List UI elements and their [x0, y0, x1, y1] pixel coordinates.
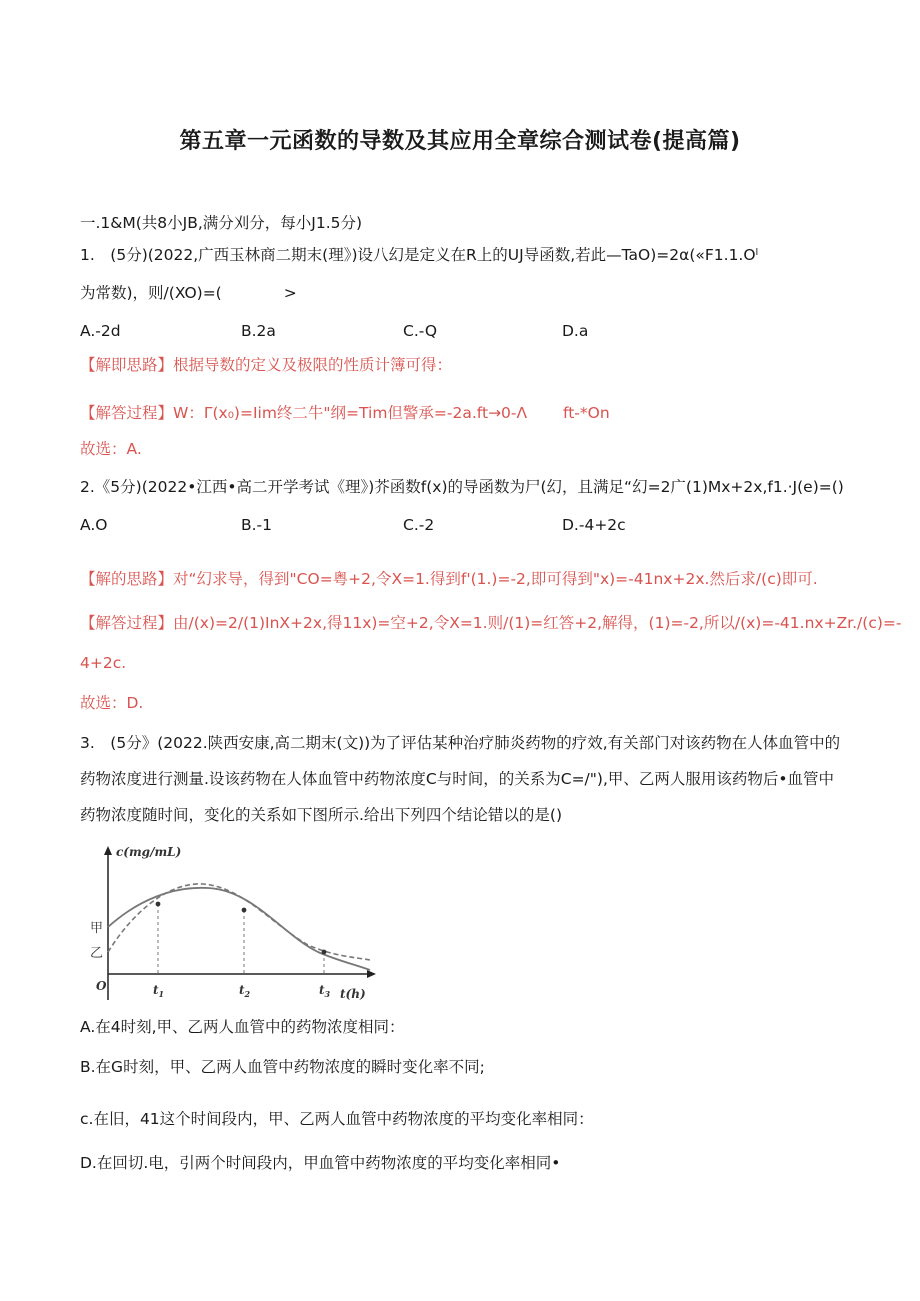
label-jia: 甲: [90, 921, 104, 936]
q3-option-b: B.在G时刻，甲、乙两人血管中药物浓度的瞬时变化率不同;: [80, 1058, 485, 1076]
q1-process-text: W：Γ(x₀)=Iim终二牛"纲=Tim但警承=-2a.ft→0-Λ ft-*On: [173, 404, 610, 422]
q2-option-b: B.-1: [241, 516, 273, 534]
q2-process-tag: 【解答过程】: [80, 614, 174, 632]
q1-stem-line1: 1. (5分)(2022,广西玉林商二期末(理》)设八幻是定义在R上的UJ导函数,若此—TaO)=2α(«F1.1.Oˡ: [80, 246, 759, 264]
q3-option-a: A.在4时刻,甲、乙两人血管中的药物浓度相同：: [80, 1018, 405, 1036]
q2-option-d: D.-4+2c: [562, 516, 626, 534]
q2-process-line2: 4+2c.: [80, 654, 127, 672]
x-axis-arrow: [367, 970, 376, 978]
q2-answer: 故选：D.: [80, 694, 144, 712]
q2-option-c: C.-2: [403, 516, 435, 534]
q2-thought: [80, 568, 818, 590]
x-axis-label: t(h): [340, 987, 366, 1001]
q1-option-c: C.-Q: [403, 322, 438, 340]
point-t2: [242, 908, 247, 913]
q1-thought-text: 根据导数的定义及极限的性质计簿可得：: [173, 356, 453, 374]
point-t3: [322, 950, 327, 955]
q1-thought: [80, 354, 452, 376]
concentration-graph: [78, 840, 378, 1015]
y-axis-label: c(mg/mL): [116, 845, 182, 859]
q3-stem-line3: 药物浓度随时间，变化的关系如下图所示.给出下列四个结论错以的是(): [80, 806, 563, 824]
q2-stem: 2.《5分)(2022•江西•高二开学考试《理》)芥函数f(x)的导函数为尸(幻，且满足“幻=2广(1)Mx+2x,f1.·J(e)=(): [80, 478, 844, 496]
q1-thought-tag: 【解即思路】: [80, 356, 174, 374]
q1-option-a: A.-2d: [80, 322, 121, 340]
q2-thought-tag: 【解的思路】: [80, 570, 174, 588]
q2-thought-text: 对“幻求导，得到"CO=粤+2,令X=1.得到f'(1.)=-2,即可得到"x)=-41nx+2x.然后求/(c)即可.: [173, 570, 818, 588]
q3-stem-line1: 3. (5分》(2022.陕西安康,高二期末(文))为了评估某种治疗肺炎药物的疗效,有关部门对该药物在人体血管中的: [80, 734, 841, 752]
q1-answer: 故选：A.: [80, 440, 142, 458]
origin-label: O: [96, 979, 107, 993]
q1-stem-line2: 为常数)，则/(XO)=( >: [80, 284, 297, 302]
q1-process-tag: 【解答过程】: [80, 404, 174, 422]
tick-t1: $t_1$: [153, 983, 165, 999]
tick-t3: $t_3$: [319, 983, 331, 999]
q1-option-d: D.a: [562, 322, 589, 340]
point-t1: [156, 902, 161, 907]
q2-process-text: 由/(x)=2/(1)InX+2x,得11x)=空+2,令X=1.则/(1)=红答+2,解得，(1)=-2,所以/(x)=-41.nx+Zr./(c)=-: [173, 614, 902, 632]
q3-stem-line2: 药物浓度进行测量.设该药物在人体血管中药物浓度C与时间，的关系为C=/"),甲、乙两人服用该药物后•血管中: [80, 770, 835, 788]
curve-yi: [108, 884, 370, 960]
label-yi: 乙: [90, 946, 104, 961]
q1-process: [80, 402, 610, 424]
tick-t2: $t_2$: [239, 983, 251, 999]
q3-option-d: D.在回切.电，引两个时间段内，甲血管中药物浓度的平均变化率相同•: [80, 1154, 561, 1172]
q1-option-b: B.2a: [241, 322, 276, 340]
page-title: 第五章一元函数的导数及其应用全章综合测试卷(提高篇): [179, 129, 741, 154]
section-header: 一.1&M(共8小JB,满分刈分，每小J1.5分): [80, 214, 363, 232]
q2-process-line1: [80, 612, 901, 634]
q2-option-a: A.O: [80, 516, 108, 534]
curve-jia: [108, 888, 370, 970]
y-axis-arrow: [104, 846, 112, 855]
q3-option-c: c.在旧，41这个时间段内，甲、乙两人血管中药物浓度的平均变化率相同：: [80, 1110, 594, 1128]
